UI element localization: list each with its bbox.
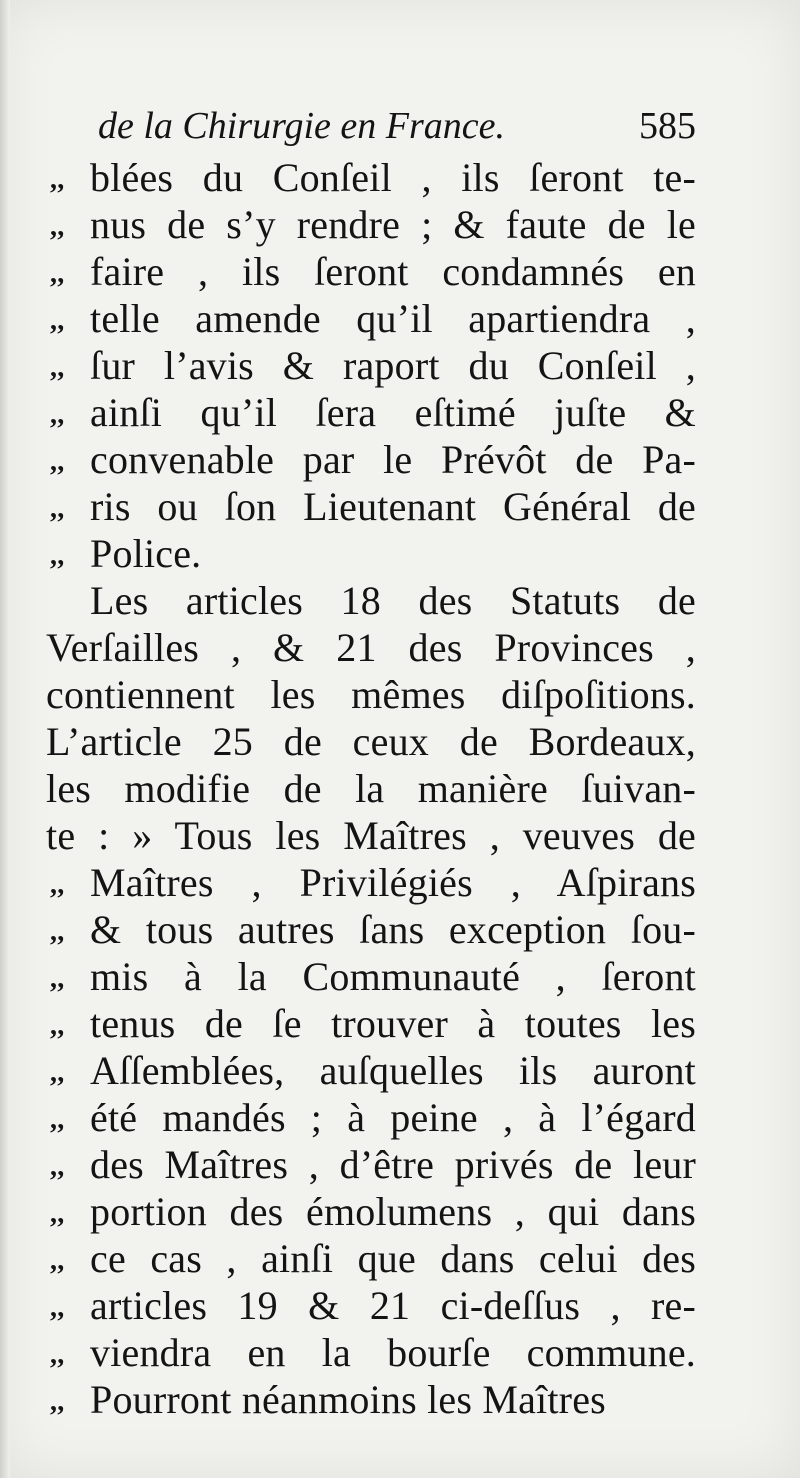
text-line: ,, ce cas , ainſi que dans celui des	[46, 1235, 696, 1282]
text-line: ,, articles 19 & 21 ci-deſſus , re-	[46, 1282, 696, 1329]
text-line: ,, viendra en la bourſe commune.	[46, 1329, 696, 1376]
text-line: ,, Police.	[46, 530, 696, 577]
text-line: ,, mis à la Communauté , ſeront	[46, 953, 696, 1000]
text-line: te : » Tous les Maîtres , veuves de	[46, 813, 696, 858]
page-edge-shadow	[0, 0, 10, 1478]
text-line: ,, été mandés ; à peine , à l’égard	[46, 1094, 696, 1141]
running-header-title: de la Chirurgie en France.	[98, 105, 506, 147]
text-line: ,, nus de s’y rendre ; & faute de le	[46, 201, 696, 248]
text-line: Verſailles , & 21 des Provinces ,	[46, 625, 696, 670]
text-line: Les articles 18 des Statuts de	[90, 578, 696, 623]
text-line: ,, faire , ils ſeront condamnés en	[46, 248, 696, 295]
text-block	[46, 98, 696, 1423]
text-line: ,, & tous autres ſans exception ſou-	[46, 906, 696, 953]
text-line: ,, ainſi qu’il ſera eſtimé juſte &	[46, 389, 696, 436]
text-line: ,, portion des émolumens , qui dans	[46, 1188, 696, 1235]
text-line: ,, telle amende qu’il apartiendra ,	[46, 295, 696, 342]
text-line: contiennent les mêmes diſpoſitions.	[46, 672, 696, 717]
text-line: les modifie de la manière ſuivan-	[46, 766, 696, 811]
page-number: 585	[639, 105, 696, 147]
text-line: ,, des Maîtres , d’être privés de leur	[46, 1141, 696, 1188]
text-line: ,, Pourront néanmoins les Maîtres	[46, 1376, 696, 1423]
text-line: ,, Aſſemblées, auſquelles ils auront	[46, 1047, 696, 1094]
text-line: ,, ris ou ſon Lieutenant Général de	[46, 483, 696, 530]
text-line: L’article 25 de ceux de Bordeaux,	[46, 719, 696, 764]
running-header	[46, 98, 696, 154]
text-line: ,, tenus de ſe trouver à toutes les	[46, 1000, 696, 1047]
text-line: ,, ſur l’avis & raport du Conſeil ,	[46, 342, 696, 389]
text-line: ,, Maîtres , Privilégiés , Aſpirans	[46, 859, 696, 906]
body-text	[46, 154, 696, 1423]
text-line: ,, convenable par le Prévôt de Pa-	[46, 436, 696, 483]
text-line: ,, blées du Conſeil , ils ſeront te-	[46, 154, 696, 201]
